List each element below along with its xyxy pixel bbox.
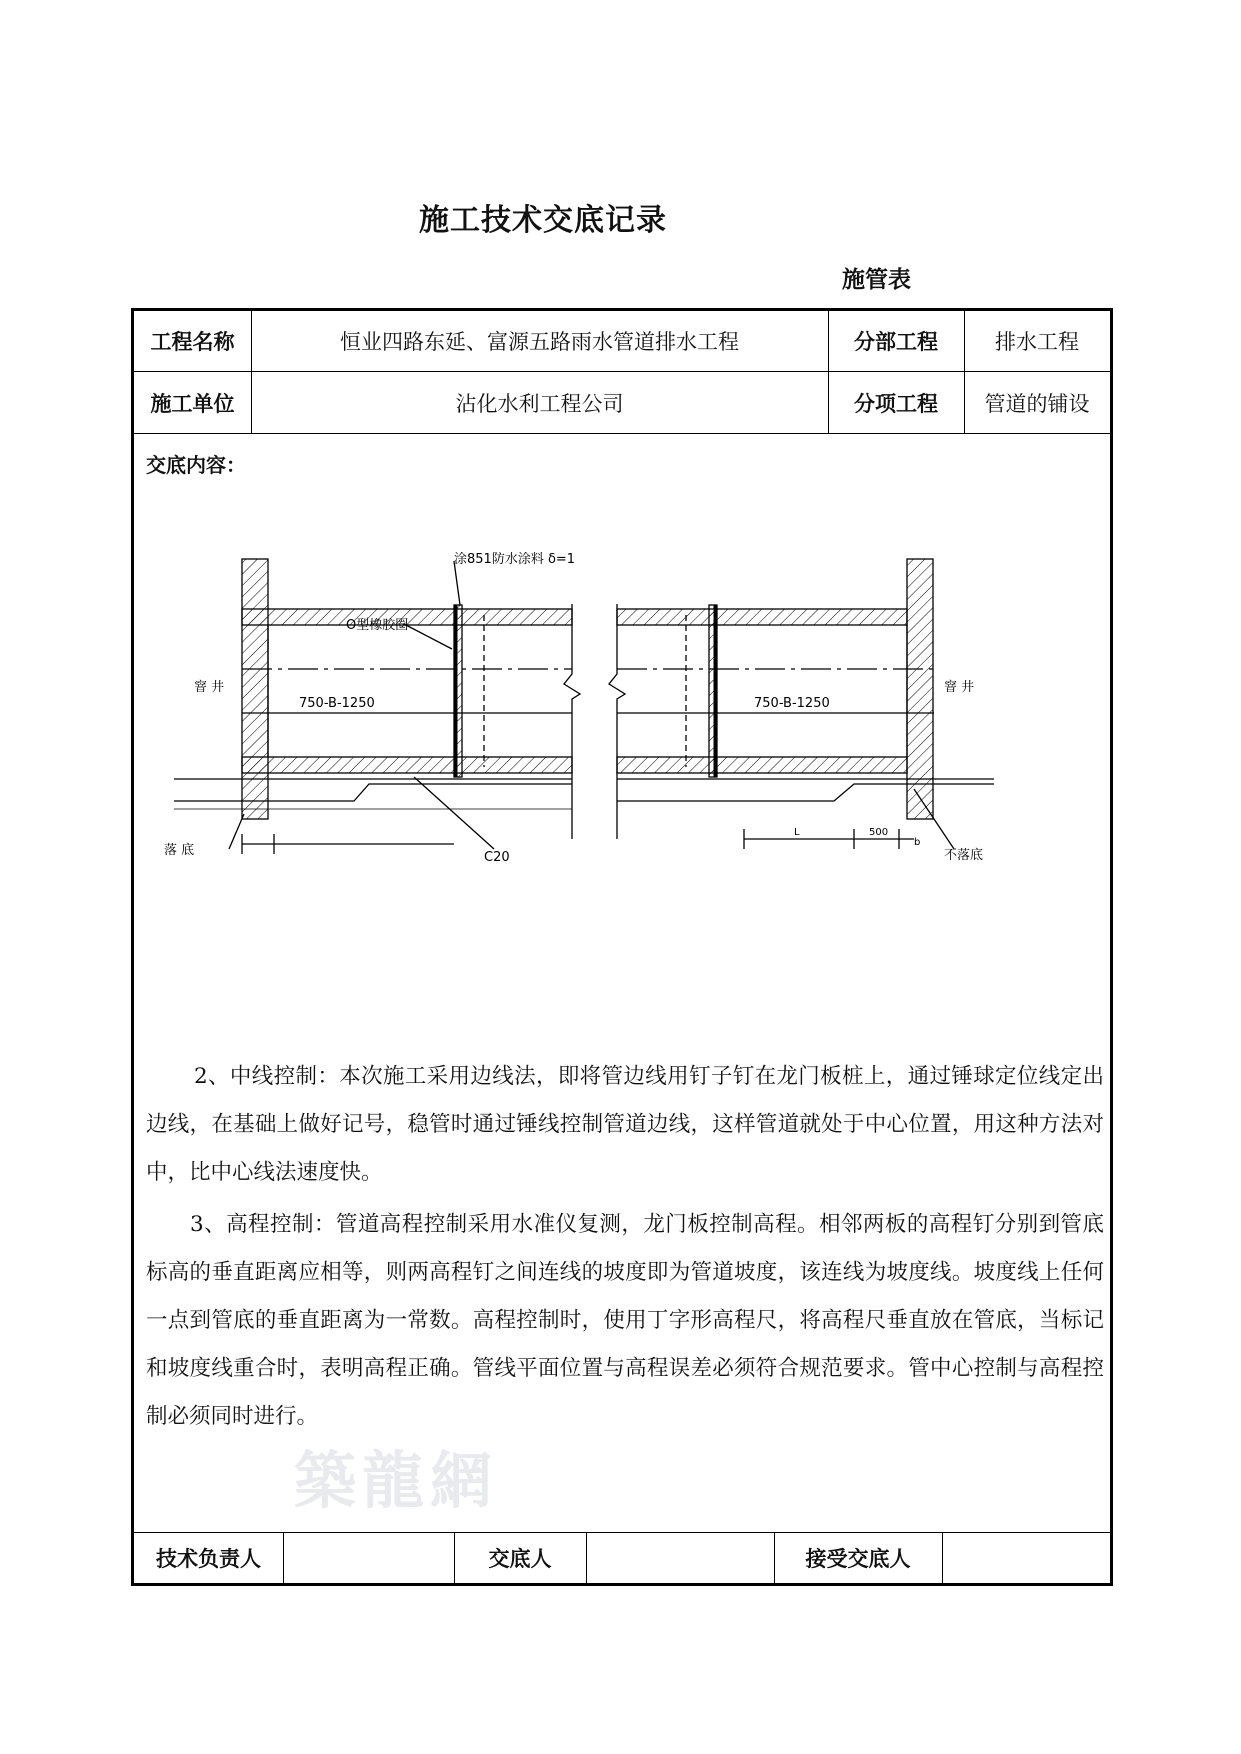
presenter-signature-field[interactable] <box>586 1533 774 1583</box>
document-title: 施工技术交底记录 <box>419 203 667 238</box>
paragraph-centerline-control: 2、中线控制：本次施工采用边线法，即将管边线用钉子钉在龙门板桩上，通过锤球定位线定出边线，在基础上做好记号，稳管时通过锤线控制管道边线，这样管道就处于中心位置，用这种方法对中，比中心线法速度快。 <box>146 1064 1104 1185</box>
sub-item-label: 分项工程 <box>854 390 938 416</box>
label-pipe-left: 750-B-1250 <box>299 696 375 711</box>
receiver-label: 接受交底人 <box>805 1546 911 1571</box>
label-o-ring: O型橡胶圈 <box>346 618 409 633</box>
project-name-value: 恒业四路东延、富源五路雨水管道排水工程 <box>340 330 739 354</box>
dim-500: 500 <box>869 827 889 838</box>
disclosure-sheet <box>131 308 1113 1586</box>
right-well-wall <box>907 559 933 819</box>
pipe-joint-drawing <box>154 549 1074 889</box>
label-well-left: 窨 井 <box>194 680 225 695</box>
left-well-wall <box>242 559 268 819</box>
content-label: 交底内容： <box>146 453 246 477</box>
right-pipe-top-wall <box>617 609 907 625</box>
receiver-signature-field[interactable] <box>942 1533 1110 1583</box>
project-name-label: 工程名称 <box>150 329 235 354</box>
label-pipe-right: 750-B-1250 <box>754 696 830 711</box>
label-drop: 落 底 <box>164 843 195 858</box>
dim-b: b <box>914 837 921 848</box>
right-pipe-bottom-wall <box>617 757 907 773</box>
division-label: 分部工程 <box>854 329 938 354</box>
watermark-logo: 築龍網 <box>294 1444 499 1517</box>
label-coating: 涂851防水涂料 δ=1 <box>454 552 576 567</box>
label-no-drop: 不落底 <box>944 848 984 863</box>
form-code: 施管表 <box>842 266 911 293</box>
dim-l: L <box>794 827 800 838</box>
left-pipe-bottom-wall <box>242 757 572 773</box>
construction-unit-value: 沾化水利工程公司 <box>455 391 624 416</box>
sub-item-value: 管道的铺设 <box>984 391 1090 416</box>
label-well-right: 窨 井 <box>944 680 975 695</box>
label-c20: C20 <box>484 850 510 865</box>
presenter-label: 交底人 <box>488 1546 552 1571</box>
tech-lead-signature-field[interactable] <box>283 1533 454 1583</box>
tech-lead-label: 技术负责人 <box>156 1546 261 1571</box>
construction-unit-label: 施工单位 <box>150 390 235 416</box>
paragraph-elevation-control: 3、高程控制：管道高程控制采用水准仪复测，龙门板控制高程。相邻两板的高程钉分别到管底标高的垂直距离应相等，则两高程钉之间连线的坡度即为管道坡度，该连线为坡度线。坡度线上任何一点到管底的垂直距离为一常数。高程控制时，使用丁字形高程尺，将高程尺垂直放在管底，当标记和坡度线重合时，表明高程正确。管线平面位置与高程误差必须符合规范要求。管中心控制与高程控制必须同时进行。 <box>146 1212 1104 1429</box>
division-value: 排水工程 <box>995 330 1079 354</box>
